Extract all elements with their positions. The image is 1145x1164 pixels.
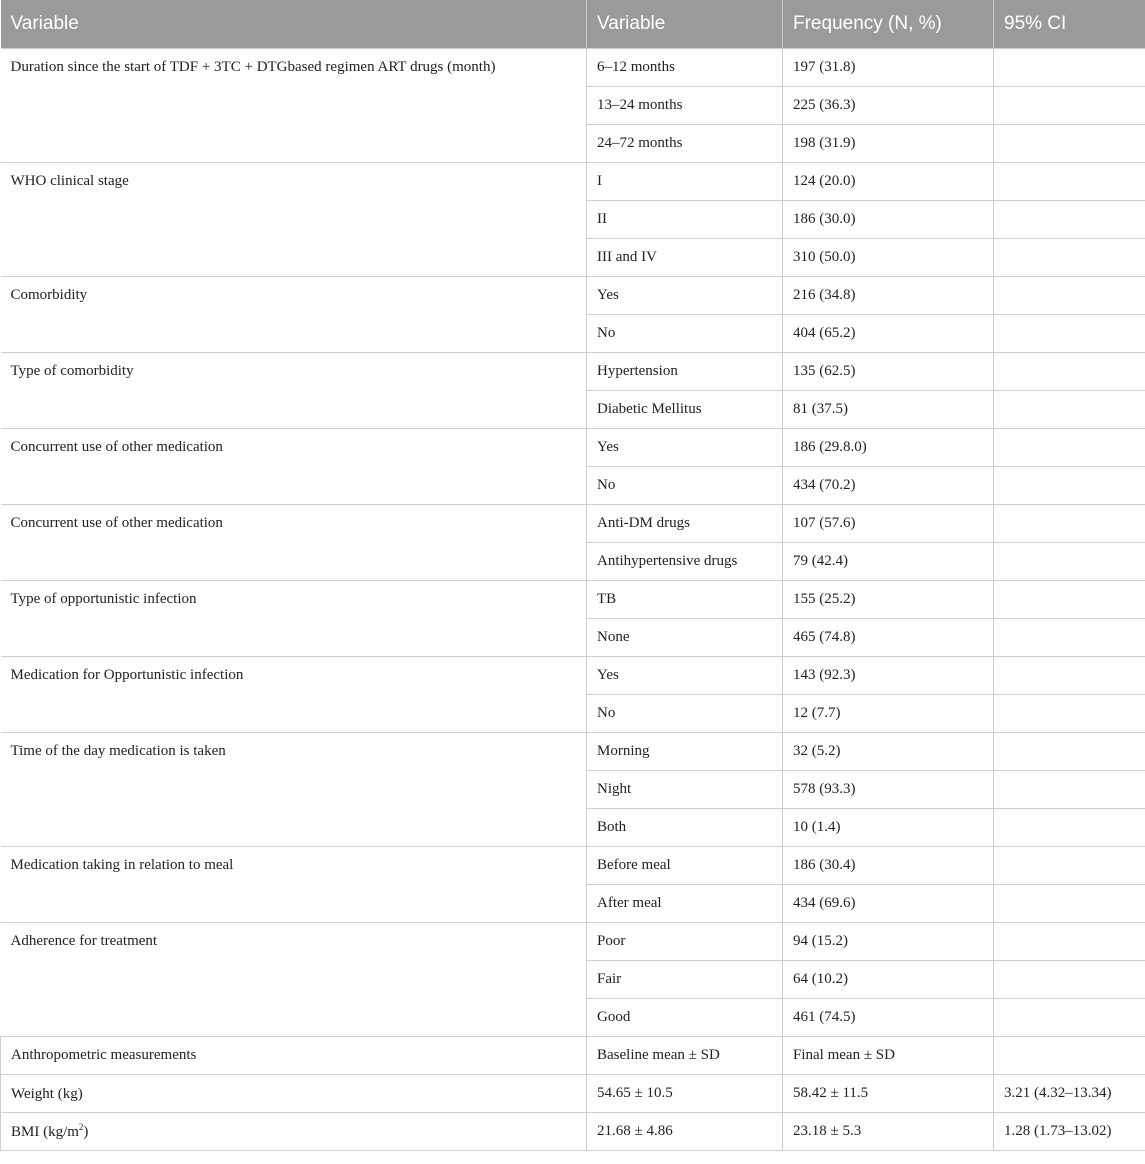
ci-cell bbox=[994, 808, 1145, 846]
variable-cell: Medication for Opportunistic infection bbox=[1, 656, 587, 732]
category-cell: Poor bbox=[587, 922, 783, 960]
category-cell: None bbox=[587, 618, 783, 656]
category-cell: 13–24 months bbox=[587, 86, 783, 124]
frequency-cell: 135 (62.5) bbox=[783, 352, 994, 390]
category-cell: Fair bbox=[587, 960, 783, 998]
frequency-cell: 12 (7.7) bbox=[783, 694, 994, 732]
ci-cell bbox=[994, 314, 1145, 352]
ci-cell: 3.21 (4.32–13.34) bbox=[994, 1074, 1145, 1112]
frequency-cell: 94 (15.2) bbox=[783, 922, 994, 960]
ci-cell bbox=[994, 428, 1145, 466]
ci-cell bbox=[994, 694, 1145, 732]
table-header-row bbox=[1, 0, 1145, 48]
variable-cell: WHO clinical stage bbox=[1, 162, 587, 276]
frequency-cell: 310 (50.0) bbox=[783, 238, 994, 276]
category-cell: No bbox=[587, 694, 783, 732]
ci-cell bbox=[994, 466, 1145, 504]
frequency-cell: 216 (34.8) bbox=[783, 276, 994, 314]
frequency-cell: 461 (74.5) bbox=[783, 998, 994, 1036]
table-row bbox=[1, 276, 1145, 314]
frequency-cell: 225 (36.3) bbox=[783, 86, 994, 124]
ci-cell bbox=[994, 238, 1145, 276]
variable-cell: Type of opportunistic infection bbox=[1, 580, 587, 656]
table-row bbox=[1, 1112, 1145, 1150]
category-cell: Night bbox=[587, 770, 783, 808]
frequency-cell: 155 (25.2) bbox=[783, 580, 994, 618]
ci-cell bbox=[994, 352, 1145, 390]
table-row bbox=[1, 732, 1145, 770]
ci-cell bbox=[994, 542, 1145, 580]
category-cell: Yes bbox=[587, 276, 783, 314]
ci-cell bbox=[994, 124, 1145, 162]
category-cell: I bbox=[587, 162, 783, 200]
header-ci: 95% CI bbox=[994, 0, 1145, 48]
frequency-cell: 434 (70.2) bbox=[783, 466, 994, 504]
ci-cell bbox=[994, 48, 1145, 86]
header-frequency: Frequency (N, %) bbox=[783, 0, 994, 48]
frequency-cell: 465 (74.8) bbox=[783, 618, 994, 656]
variable-cell: Medication taking in relation to meal bbox=[1, 846, 587, 922]
ci-cell bbox=[994, 922, 1145, 960]
variable-cell: Adherence for treatment bbox=[1, 922, 587, 1036]
frequency-cell: 143 (92.3) bbox=[783, 656, 994, 694]
table-row bbox=[1, 428, 1145, 466]
ci-cell bbox=[994, 770, 1145, 808]
anthropometric-label: Anthropometric measurements bbox=[1, 1036, 587, 1074]
frequency-cell: 404 (65.2) bbox=[783, 314, 994, 352]
table-row bbox=[1, 580, 1145, 618]
frequency-cell: 434 (69.6) bbox=[783, 884, 994, 922]
ci-cell bbox=[994, 998, 1145, 1036]
ci-cell bbox=[994, 846, 1145, 884]
ci-cell bbox=[994, 504, 1145, 542]
baseline-cell: 54.65 ± 10.5 bbox=[587, 1074, 783, 1112]
category-cell: Antihypertensive drugs bbox=[587, 542, 783, 580]
header-variable: Variable bbox=[1, 0, 587, 48]
frequency-cell: 107 (57.6) bbox=[783, 504, 994, 542]
ci-cell bbox=[994, 200, 1145, 238]
category-cell: II bbox=[587, 200, 783, 238]
baseline-cell: 21.68 ± 4.86 bbox=[587, 1112, 783, 1150]
table-row bbox=[1, 1074, 1145, 1112]
variable-cell: Concurrent use of other medication bbox=[1, 504, 587, 580]
ci-cell bbox=[994, 390, 1145, 428]
ci-cell bbox=[994, 960, 1145, 998]
category-cell: After meal bbox=[587, 884, 783, 922]
ci-cell bbox=[994, 162, 1145, 200]
frequency-cell: 64 (10.2) bbox=[783, 960, 994, 998]
frequency-cell: 81 (37.5) bbox=[783, 390, 994, 428]
variable-cell: Comorbidity bbox=[1, 276, 587, 352]
ci-cell bbox=[994, 86, 1145, 124]
ci-cell bbox=[994, 618, 1145, 656]
category-cell: No bbox=[587, 314, 783, 352]
header-category: Variable bbox=[587, 0, 783, 48]
final-header: Final mean ± SD bbox=[783, 1036, 994, 1074]
final-cell: 23.18 ± 5.3 bbox=[783, 1112, 994, 1150]
frequency-cell: 186 (30.0) bbox=[783, 200, 994, 238]
category-cell: Yes bbox=[587, 656, 783, 694]
frequency-cell: 124 (20.0) bbox=[783, 162, 994, 200]
ci-cell bbox=[994, 884, 1145, 922]
frequency-cell: 186 (29.8.0) bbox=[783, 428, 994, 466]
measurement-name-cell bbox=[1, 1112, 587, 1150]
category-cell: TB bbox=[587, 580, 783, 618]
table-body bbox=[1, 48, 1145, 1150]
table-row bbox=[1, 48, 1145, 86]
category-cell: Diabetic Mellitus bbox=[587, 390, 783, 428]
category-cell: Both bbox=[587, 808, 783, 846]
table-row bbox=[1, 352, 1145, 390]
category-cell: 6–12 months bbox=[587, 48, 783, 86]
frequency-cell: 198 (31.9) bbox=[783, 124, 994, 162]
table-row bbox=[1, 922, 1145, 960]
table-row bbox=[1, 504, 1145, 542]
category-cell: Hypertension bbox=[587, 352, 783, 390]
variable-cell: Type of comorbidity bbox=[1, 352, 587, 428]
ci-cell bbox=[994, 580, 1145, 618]
category-cell: Before meal bbox=[587, 846, 783, 884]
ci-cell bbox=[994, 1036, 1145, 1074]
frequency-cell: 186 (30.4) bbox=[783, 846, 994, 884]
variable-cell: Time of the day medication is taken bbox=[1, 732, 587, 846]
measurement-name: Weight (kg) bbox=[11, 1085, 83, 1102]
measurement-name: BMI (kg/m bbox=[11, 1123, 79, 1140]
category-cell: Anti-DM drugs bbox=[587, 504, 783, 542]
final-cell: 58.42 ± 11.5 bbox=[783, 1074, 994, 1112]
frequency-cell: 10 (1.4) bbox=[783, 808, 994, 846]
ci-cell: 1.28 (1.73–13.02) bbox=[994, 1112, 1145, 1150]
ci-cell bbox=[994, 732, 1145, 770]
ci-cell bbox=[994, 276, 1145, 314]
frequency-cell: 79 (42.4) bbox=[783, 542, 994, 580]
table-row bbox=[1, 656, 1145, 694]
category-cell: Yes bbox=[587, 428, 783, 466]
ci-cell bbox=[994, 656, 1145, 694]
measurement-name-cell bbox=[1, 1074, 587, 1112]
table-row bbox=[1, 162, 1145, 200]
variable-cell: Concurrent use of other medication bbox=[1, 428, 587, 504]
frequency-cell: 578 (93.3) bbox=[783, 770, 994, 808]
unit-superscript: 2 bbox=[78, 1121, 84, 1132]
table-row bbox=[1, 1036, 1145, 1074]
baseline-header: Baseline mean ± SD bbox=[587, 1036, 783, 1074]
frequency-cell: 32 (5.2) bbox=[783, 732, 994, 770]
frequency-cell: 197 (31.8) bbox=[783, 48, 994, 86]
category-cell: No bbox=[587, 466, 783, 504]
variable-cell: Duration since the start of TDF + 3TC + DTGbased regimen ART drugs (month) bbox=[1, 48, 587, 162]
category-cell: III and IV bbox=[587, 238, 783, 276]
measurement-name-suffix: ) bbox=[83, 1123, 89, 1140]
category-cell: Good bbox=[587, 998, 783, 1036]
table-row bbox=[1, 846, 1145, 884]
category-cell: 24–72 months bbox=[587, 124, 783, 162]
category-cell: Morning bbox=[587, 732, 783, 770]
